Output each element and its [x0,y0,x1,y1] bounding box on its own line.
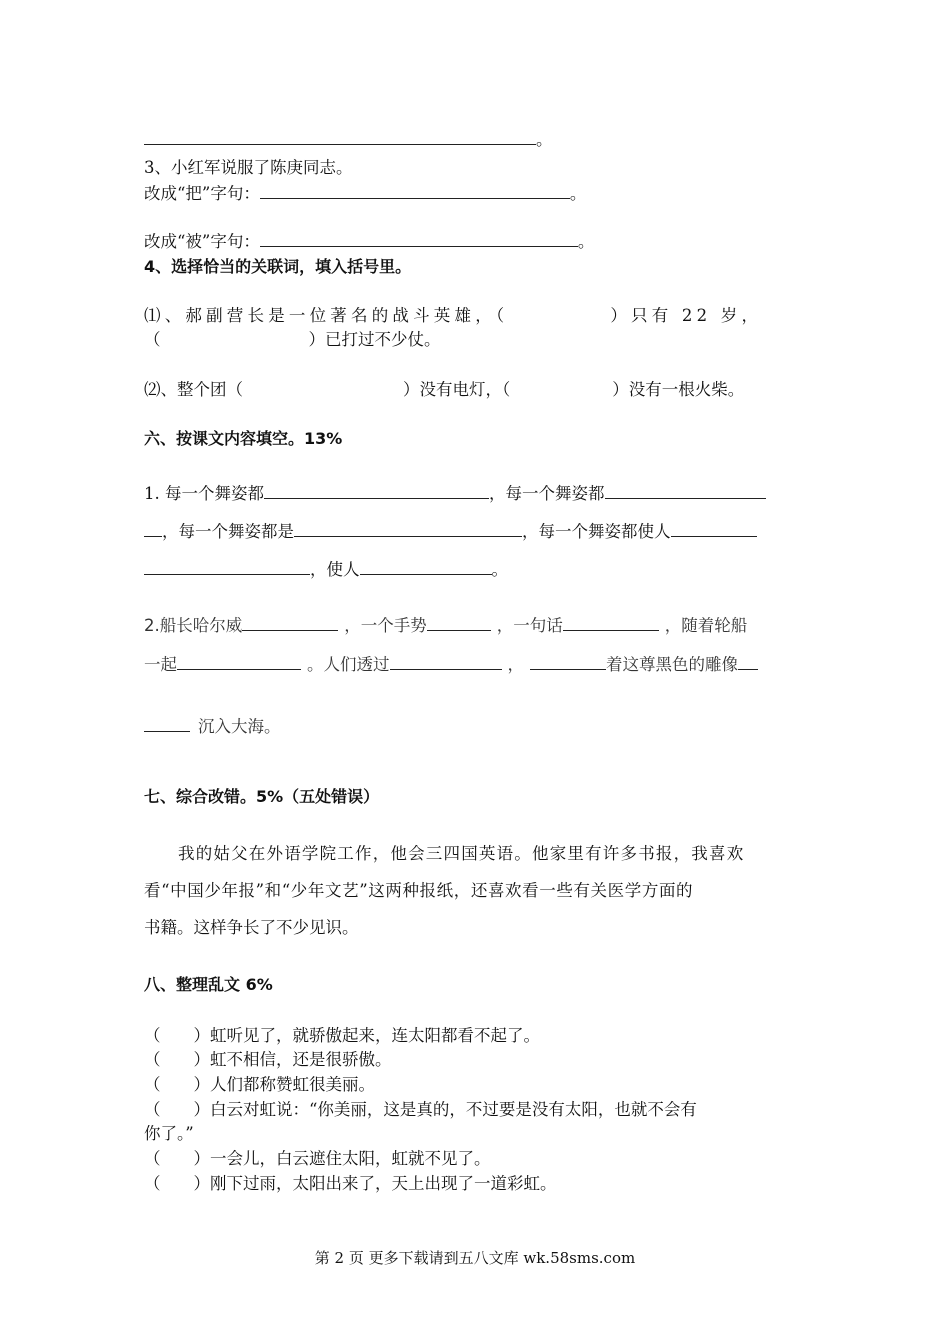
s8-item: （ ）虹不相信，还是很骄傲。 [144,1050,392,1069]
s8-item: （ ）人们都称赞虹很美丽。 [144,1075,375,1094]
s8-item: （ ）刚下过雨，太阳出来了，天上出现了一道彩虹。 [144,1174,557,1193]
order-input[interactable]: （ ） [144,1075,210,1094]
s6-q2-line1: 2.船长哈尔威 ，一个手势 ，一句话 ，随着轮船 [144,616,748,635]
blank[interactable] [563,616,659,631]
blank[interactable] [360,560,492,575]
blank[interactable] [294,522,522,537]
blank[interactable] [530,655,606,670]
top-answer-line: 。 [144,126,553,150]
section8-title: 八、整理乱文 6% [144,975,273,994]
q3-sentence: 3、小红军说服了陈庚同志。 [144,158,353,177]
blank[interactable] [605,484,766,499]
s8-item: （ ）一会儿，白云遮住太阳，虹就不见了。 [144,1149,491,1168]
page-footer: 第 2 页 更多下载请到五八文库 wk.58sms.com [314,1249,636,1267]
order-input[interactable]: （ ） [144,1149,210,1168]
q3-bei-label: 改成“被”字句： [144,232,260,251]
q4-item1-line2: （ ）已打过不少仗。 [144,330,441,349]
s7-paragraph-line2: 看“中国少年报”和“少年文艺”这两种报纸，还喜欢看一些有关医学方面的 [144,881,694,900]
bei-answer-blank[interactable] [260,232,578,247]
q4-item2: ⑵、整个团（ ）没有电灯，（ ）没有一根火柴。 [144,380,745,399]
ba-answer-blank[interactable] [260,184,570,199]
blank[interactable] [177,655,301,670]
order-input[interactable]: （ ） [144,1050,210,1069]
blank[interactable] [671,522,757,537]
s8-item: （ ）白云对虹说：“你美丽，这是真的，不过要是没有太阳，也就不会有 [144,1100,697,1119]
s8-item-continuation: 你了。” [144,1124,194,1143]
s6-q1-line1: 1. 每一个舞姿都 ，每一个舞姿都 [144,480,766,504]
s7-paragraph-line3: 书籍。这样争长了不少见识。 [144,918,359,937]
q4-title: 4、选择恰当的关联词，填入括号里。 [144,257,412,276]
s6-q2-line3: 沉入大海。 [144,713,281,737]
blank[interactable] [264,484,489,499]
blank[interactable] [390,655,502,670]
s6-q1-line3: ，使人 。 [144,556,508,580]
s8-item: （ ）虹听见了，就骄傲起来，连太阳都看不起了。 [144,1026,540,1045]
blank[interactable] [144,522,162,537]
q3-ba-line: 改成“把”字句： 。 [144,184,587,203]
blank[interactable] [427,616,491,631]
q4-item1-line1: ⑴、郝副营长是一位著名的战斗英雄，（ ）只有 22 岁， [144,306,763,325]
s6-q1-line2: ，每一个舞姿都是 ，每一个舞姿都使人 [144,518,757,542]
blank[interactable] [738,655,758,670]
section6-title: 六、按课文内容填空。13% [144,429,343,448]
blank[interactable] [242,616,338,631]
blank[interactable] [144,717,190,732]
q3-ba-label: 改成“把”字句： [144,184,260,203]
blank[interactable] [144,560,310,575]
order-input[interactable]: （ ） [144,1174,210,1193]
answer-blank[interactable] [144,130,536,145]
order-input[interactable]: （ ） [144,1100,210,1119]
section7-title: 七、综合改错。5%（五处错误） [144,787,380,806]
s6-q2-line2: 一起 。人们透过 ， 着这尊黑色的雕像 [144,651,758,675]
order-input[interactable]: （ ） [144,1026,210,1045]
s7-paragraph-line1: 我的姑父在外语学院工作，他会三四国英语。他家里有许多书报，我喜欢 [178,844,745,863]
q3-bei-line: 改成“被”字句： 。 [144,232,595,251]
